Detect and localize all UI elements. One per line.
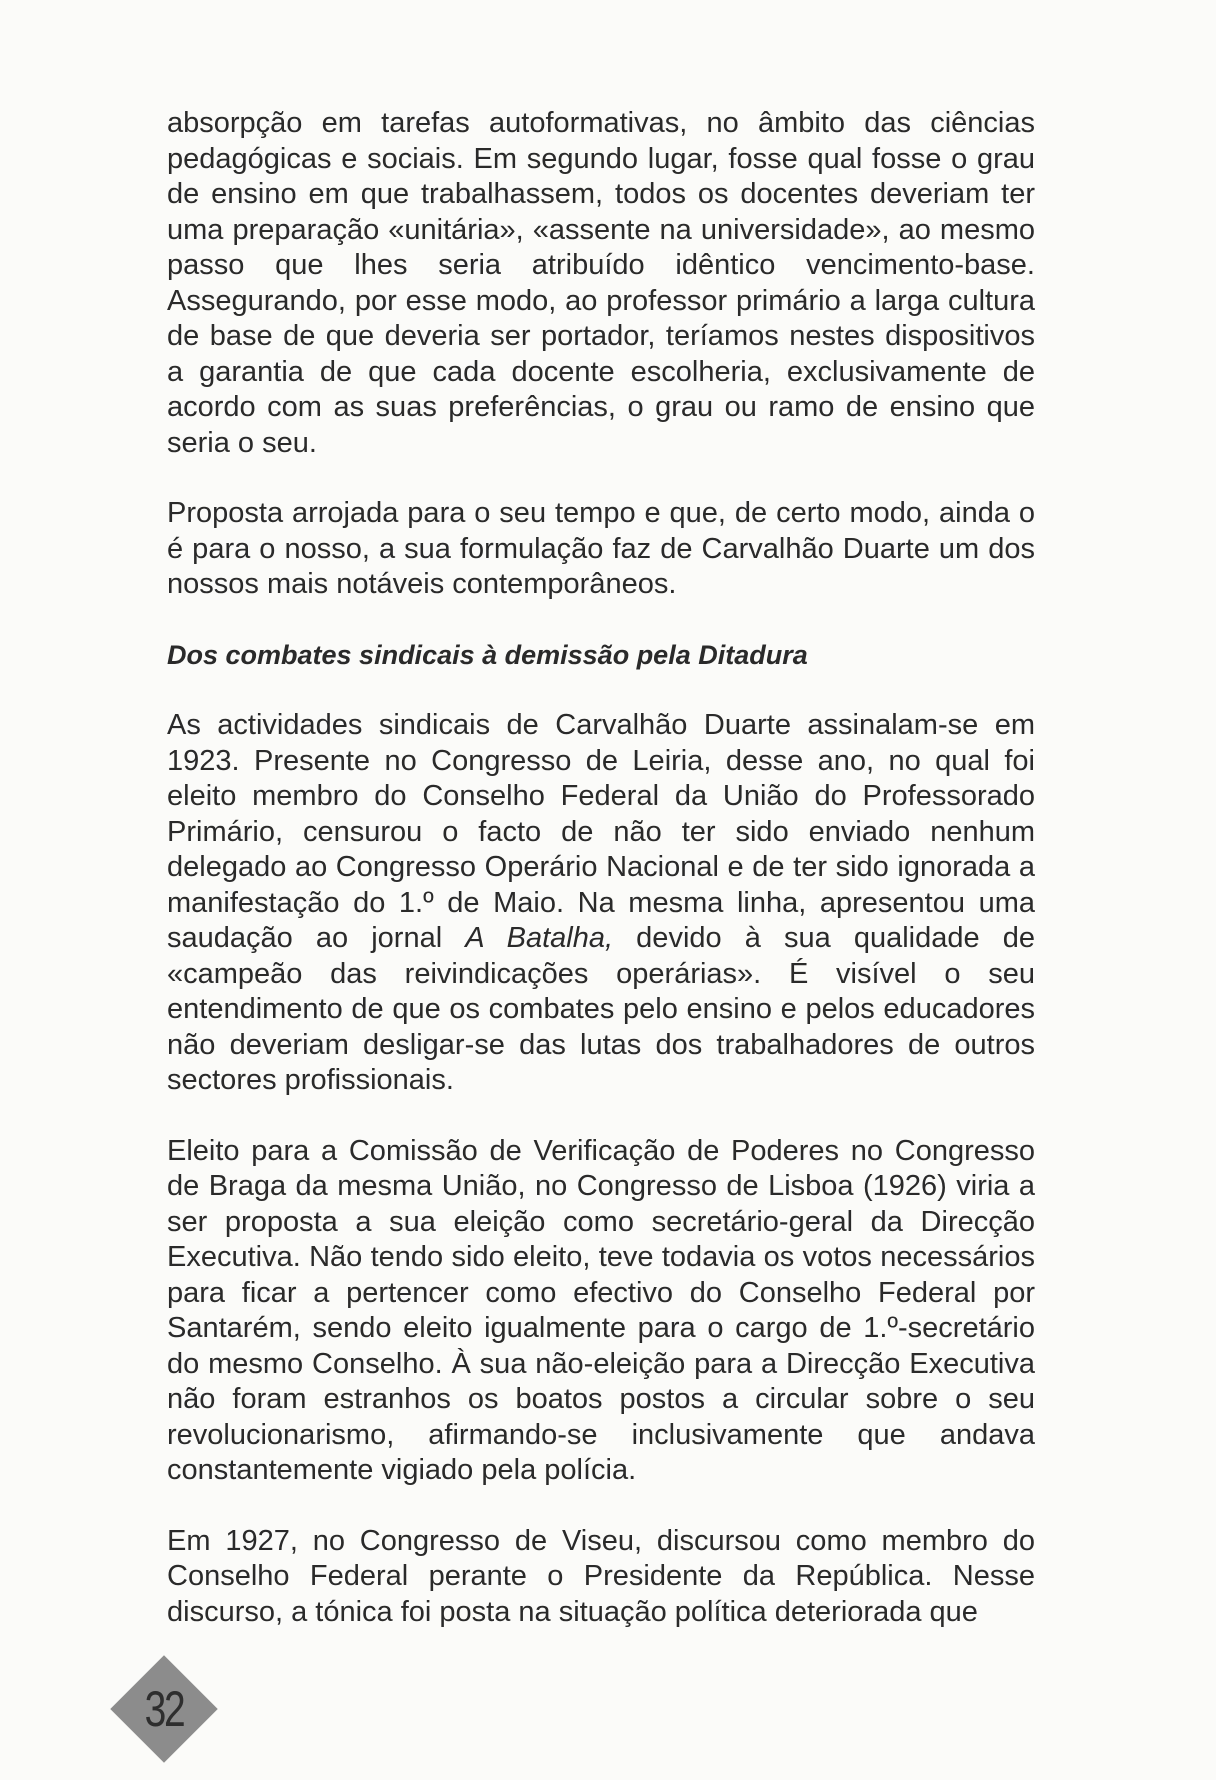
paragraph-text-before-title: As actividades sindicais de Carvalhão Duarte assinalam-se em 1923. Presente no Congresso de Leiria, desse ano, no qual foi eleito membro do Conselho Federal da União do Professorado Primário, censurou o facto de não ter sido enviado nenhum delegado ao Congresso Operário Nacional e de ter sido ignorada a manifestação do 1.º de Maio. Na mesma linha, apresentou uma saudação ao jornal	[167, 709, 1035, 954]
paragraph-sindical-activities	[167, 708, 1035, 1099]
section-heading: Dos combates sindicais à demissão pela Ditadura	[167, 639, 808, 670]
paragraph-viseu: Em 1927, no Congresso de Viseu, discursou como membro do Conselho Federal perante o Presidente da República. Nesse discurso, a tónica foi posta na situação política deteriorada que	[167, 1524, 1035, 1628]
paragraph-intro-1: absorpção em tarefas autoformativas, no âmbito das ciências pedagógicas e sociais. Em segundo lugar, fosse qual fosse o grau de ensino em que trabalhassem, todos os docentes deveriam ter uma preparação «unitária», «assente na universidade», ao mesmo passo que lhes seria atribuído idêntico vencimento-base. Assegurando, por esse modo, ao professor primário a larga cultura de base de que deveria ser portador, teríamos nestes dispositivos a garantia de que cada docente escolheria, exclusivamente de acordo com as suas preferências, o grau ou ramo de ensino que seria o seu.	[167, 107, 1035, 459]
page-number-badge	[109, 1654, 219, 1764]
newspaper-title: A Batalha,	[465, 922, 614, 954]
paragraph-text-after-title: devido à sua qualidade de «campeão das reivindicações operárias». É visível o seu entendimento de que os combates pelo ensino e pelos educadores não deveriam desligar-se das lutas dos trabalhadores de outros sectores profissionais.	[167, 922, 1035, 1096]
page-number: 32	[144, 1681, 184, 1737]
paragraph-braga-lisboa: Eleito para a Comissão de Verificação de Poderes no Congresso de Braga da mesma União, no Congresso de Lisboa (1926) viria a ser proposta a sua eleição como secretário-geral da Direcção Executiva. Não tendo sido eleito, teve todavia os votos necessários para ficar a pertencer como efectivo do Conselho Federal por Santarém, sendo eleito igualmente para o cargo de 1.º-secretário do mesmo Conselho. À sua não-eleição para a Direcção Executiva não foram estranhos os boatos postos a circular sobre o seu revolucionarismo, afirmando-se inclusivamente que andava constantemente vigiado pela polícia.	[167, 1134, 1035, 1486]
paragraph-intro-2: Proposta arrojada para o seu tempo e que, de certo modo, ainda o é para o nosso, a sua formulação faz de Carvalhão Duarte um dos nossos mais notáveis contemporâneos.	[167, 497, 1035, 600]
page-body-text	[167, 106, 1035, 1665]
